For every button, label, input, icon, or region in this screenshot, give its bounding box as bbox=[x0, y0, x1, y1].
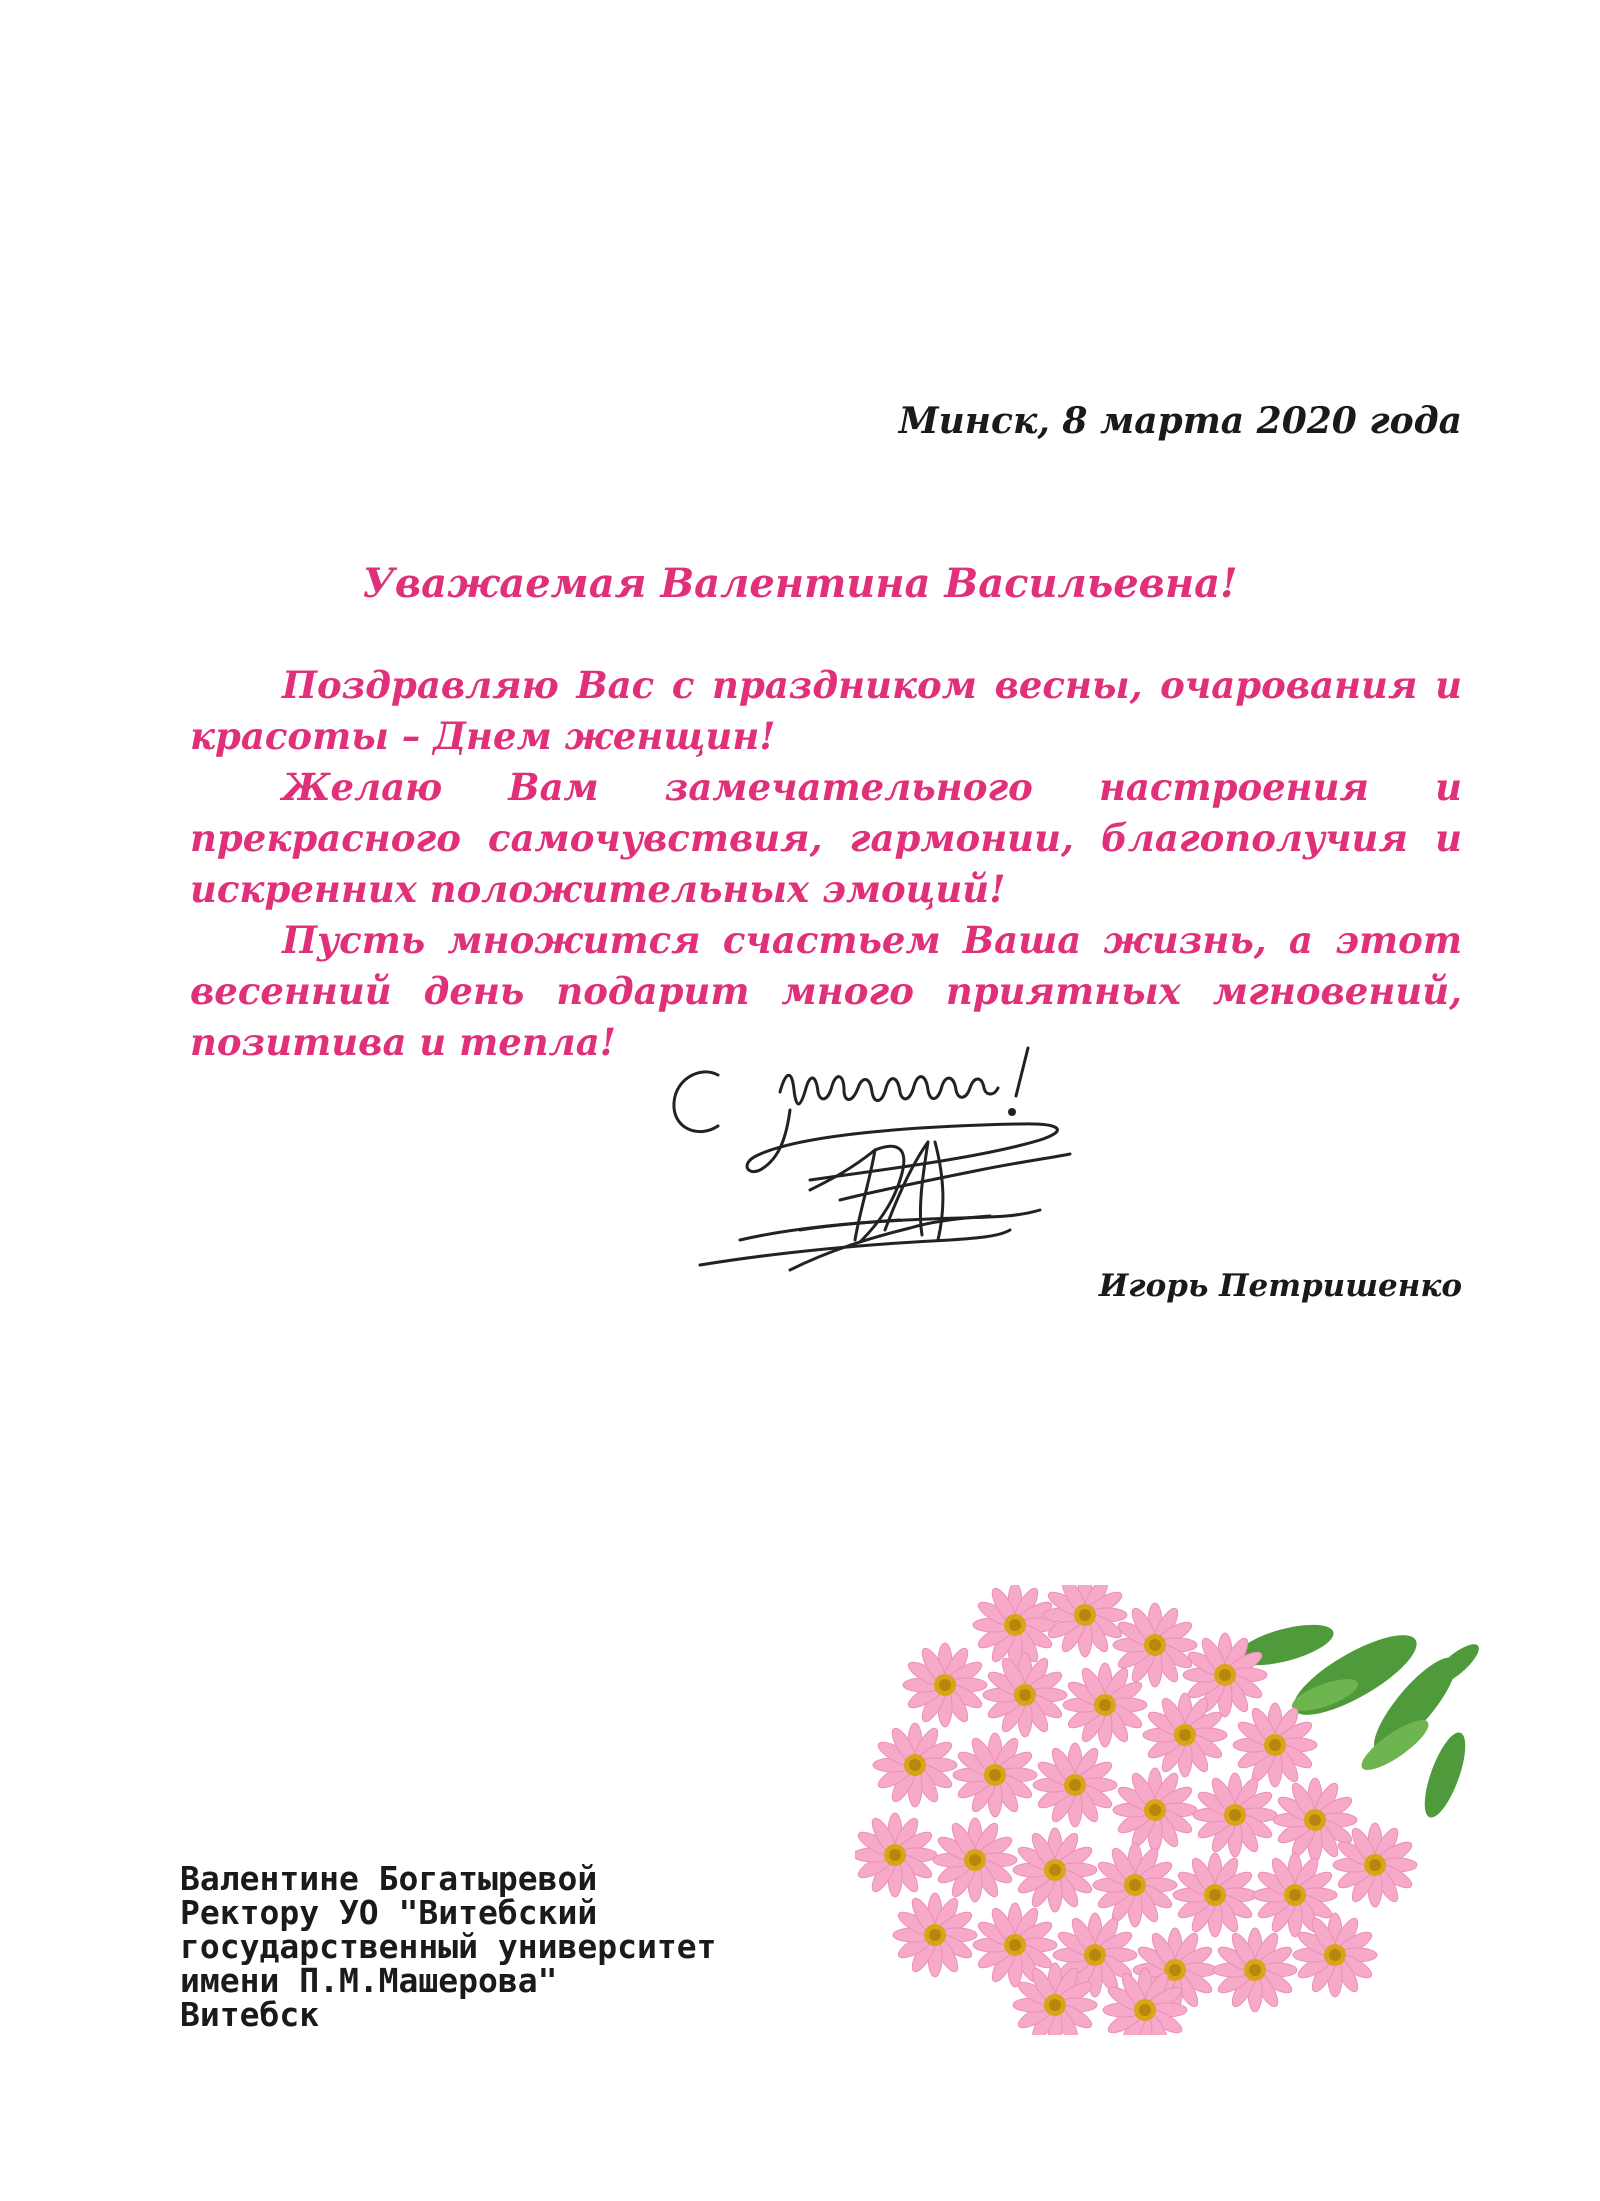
handwritten-signature bbox=[660, 1030, 1300, 1300]
greeting-heading: Уважаемая Валентина Васильевна! bbox=[362, 560, 1238, 607]
recipient-city: Витебск bbox=[180, 1995, 320, 2034]
paragraph-congratulation: Поздравляю Вас с праздником весны, очарования и красоты – Днем женщин! bbox=[190, 663, 1462, 758]
date-line: Минск, 8 марта 2020 года bbox=[898, 400, 1462, 442]
flower-bouquet-image bbox=[855, 1585, 1480, 2035]
recipient-address bbox=[180, 1859, 717, 2034]
recipient-position: Ректору УО "Витебский bbox=[180, 1893, 598, 1932]
recipient-organization: государственный университет bbox=[180, 1927, 717, 1966]
signer-name: Игорь Петришенко bbox=[1098, 1268, 1462, 1304]
recipient-organization-name: имени П.М.Машерова" bbox=[180, 1961, 558, 2000]
paragraph-closing: Пусть множится счастьем Ваша жизнь, а этот весенний день подарит много приятных мгновений, позитива и тепла! bbox=[190, 918, 1462, 1064]
recipient-name: Валентине Богатыревой bbox=[180, 1859, 598, 1898]
paragraph-wishes: Желаю Вам замечательного настроения и прекрасного самочувствия, гармонии, благополучия и искренних положительных эмоций! bbox=[190, 765, 1462, 911]
letter-body bbox=[190, 660, 1462, 1068]
